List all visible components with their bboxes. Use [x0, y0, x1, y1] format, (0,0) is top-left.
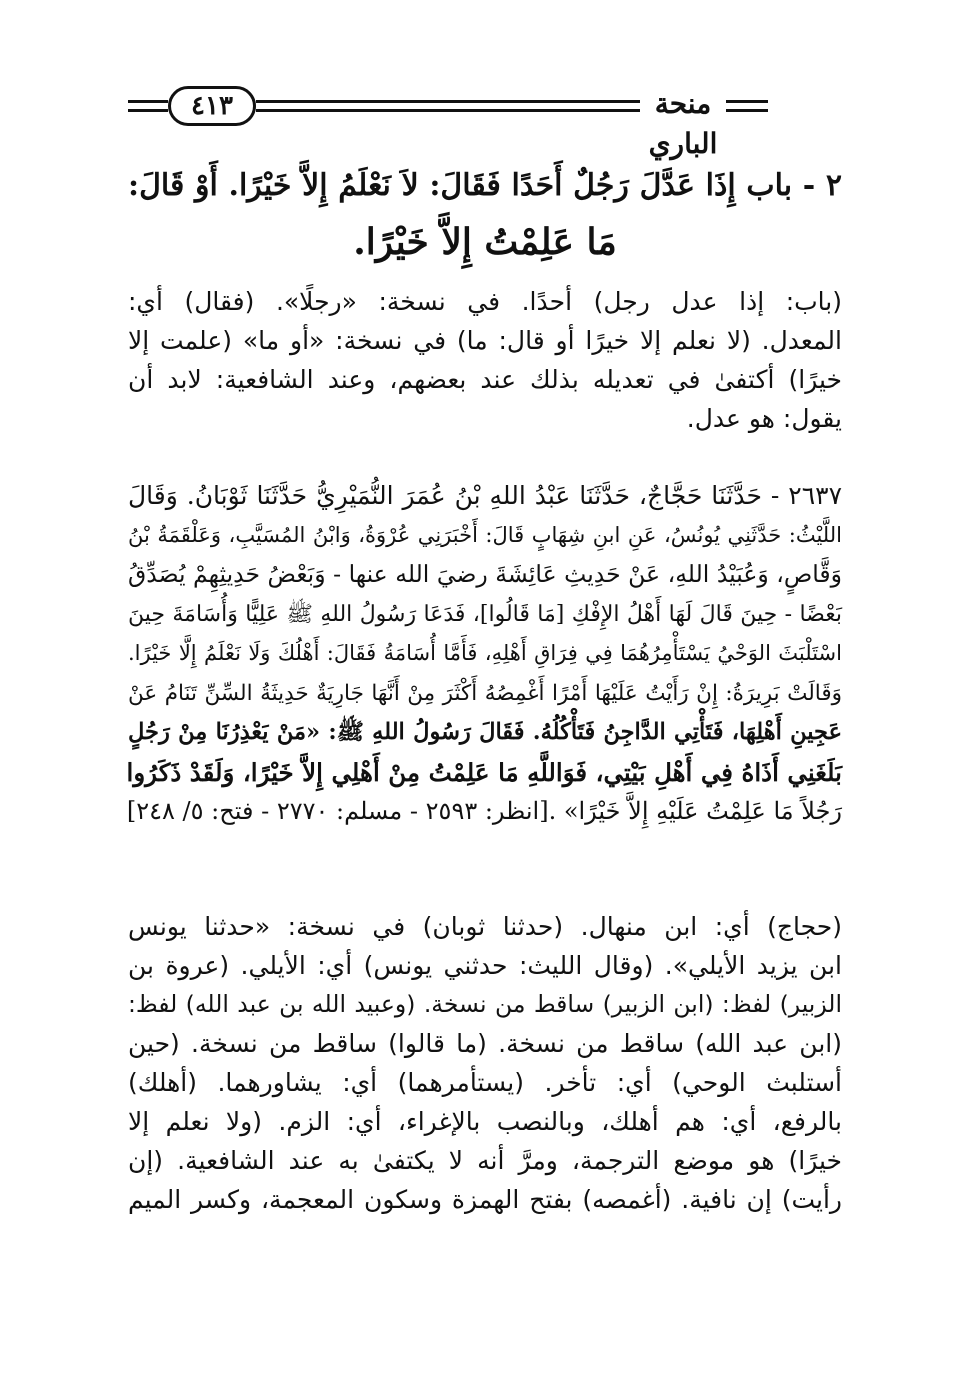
hadith-line: وَقَّاصٍ، وَعُبَيْدُ اللهِ، عَنْ حَدِيثِ عَائِشَةَ رضيَ الله عنها - وَبَعْضُ حَدِيثِهِمْ يُصَدِّقُ: [128, 560, 842, 588]
hadith-line: رَجُلاً مَا عَلِمْتُ عَلَيْهِ إِلاَّ خَيْرًا» .[انظر: ٢٥٩٣ - مسلم: ٢٧٧٠ - فتح: ٥/ ٢٤٨]: [126, 797, 842, 825]
hadith-text: [128, 476, 842, 832]
commentary-line: أستلبث الوحي) أي: تأخر. (يستأمرهما) أي: يشاورهما. (أهلك): [128, 1068, 842, 1097]
page-number: ٤١٣: [168, 86, 256, 126]
commentary-line: خيرًا) أكتفىٰ في تعديله بذلك عند بعضهم، وعند الشافعية: لابد أن: [128, 365, 842, 394]
commentary-line: (حجاج) أي: ابن منهال. (حدثنا ثوبان) في نسخة: «حدثنا يونس: [128, 912, 842, 941]
chapter-heading-line: مَا عَلِمْتُ إِلاَّ خَيْرًا.: [353, 221, 617, 263]
commentary-line: خيرًا) هو موضع الترجمة، ومرَّ أنه لا يكتفىٰ به عند الشافعية. (إن: [128, 1146, 842, 1175]
commentary-line: المعدل. (لا نعلم إلا خيرًا أو قال: ما) في نسخة: «أو ما» (علمت إلا: [128, 326, 842, 355]
commentary-line: يقول: هو عدل.: [686, 404, 842, 433]
commentary-line: رأيت) إن نافية. (أغمصه) بفتح الهمزة وسكون المعجمة، وكسر الميم: [128, 1185, 842, 1214]
hadith-line: بَلَغَنِي أَذَاهُ فِي أَهْلِ بَيْتِي، فَوَاللَّهِ مَا عَلِمْتُ مِنْ أَهْلِي إِلاَّ خَيْرًا، وَلَقَدْ ذَكَرُوا: [126, 757, 842, 787]
header-rule-middle: [256, 100, 640, 112]
commentary-line: (ابن عبد الله) ساقط من نسخة. (ما قالوا) ساقط من نسخة. (حين: [128, 1029, 842, 1058]
header-rule-left: [128, 100, 168, 112]
commentary-paragraph-2: [128, 907, 842, 1219]
commentary-line: بالرفع، أي: هم أهلك، وبالنصب بالإغراء، أي: الزم. (ولا نعلم إلا: [128, 1107, 842, 1136]
running-title: منحة الباري: [648, 87, 718, 160]
commentary-line: (باب: إذا عدل رجل) أحدًا. في نسخة: «رجلًا». (فقال) أي:: [128, 287, 842, 316]
hadith-line: اسْتَلْبَثَ الوَحْيُ يَسْتَأْمِرُهُمَا فِي فِرَاقِ أَهْلِهِ، فَأَمَّا أُسَامَةُ فَقَالَ: أَهْلُكَ وَلَا نَعْلَمُ إِلَّا خَيْرًا.: [128, 641, 842, 665]
hadith-line: وَقَالَتْ بَرِيرَةُ: إِنْ رَأَيْتُ عَلَيْهَا أَمْرًا أَغْمِصُهُ أَكْثَرَ مِنْ أَنَّهَا جَارِيَةٌ حَدِيثَةُ السِّنِّ تَنَامُ عَنْ: [128, 680, 842, 706]
hadith-line: عَجِينِ أَهْلِهَا، فَتَأْتِي الدَّاجِنُ فَتَأْكُلُهُ. فَقَالَ رَسُولُ اللهِ ﷺ: «مَنْ يَعْذِرُنَا مِنْ رَجُلٍ: [128, 719, 842, 745]
commentary-line: الزبير) لفظ: (ابن الزبير) ساقط من نسخة. (وعبيد الله بن عبد الله) لفظ:: [128, 990, 842, 1018]
commentary-line: ابن يزيد الأيلي». (وقال الليث: حدثني يونس) أي: الأيلي. (عروة بن: [128, 951, 842, 980]
hadith-line: بَعْضًا - حِينَ قَالَ لَهَا أَهْلُ الإِفْكِ [مَا قَالُوا]، فَدَعَا رَسُولُ اللهِ ﷺ عَلِيًّا وَأُسَامَةَ حِينَ: [128, 601, 842, 627]
header-rule-right: [726, 100, 768, 112]
chapter-heading: [128, 158, 842, 270]
hadith-line: ٢٦٣٧ - حَدَّثَنَا حَجَّاجٌ، حَدَّثَنَا عَبْدُ اللهِ بْنُ عُمَرَ النُّمَيْرِيُّ حَدَّثَنَا ثَوْبَانُ. وَقَالَ: [128, 481, 842, 510]
commentary-paragraph-1: [128, 282, 842, 438]
chapter-heading-line: ٢ - باب إِذَا عَدَّلَ رَجُلٌ أَحَدًا فَقَالَ: لاَ نَعْلَمُ إِلاَّ خَيْرًا. أَوْ قَالَ:: [128, 168, 842, 203]
page-header: [128, 80, 828, 160]
hadith-line: اللَّيْثُ: حَدَّثَنِي يُونُسُ، عَنِ ابنِ شِهَابٍ قَالَ: أَخْبَرَنِي عُرْوَةُ، وَابْنُ المُسَيَّبِ، وَعَلْقَمَةُ بْنُ: [128, 522, 842, 547]
